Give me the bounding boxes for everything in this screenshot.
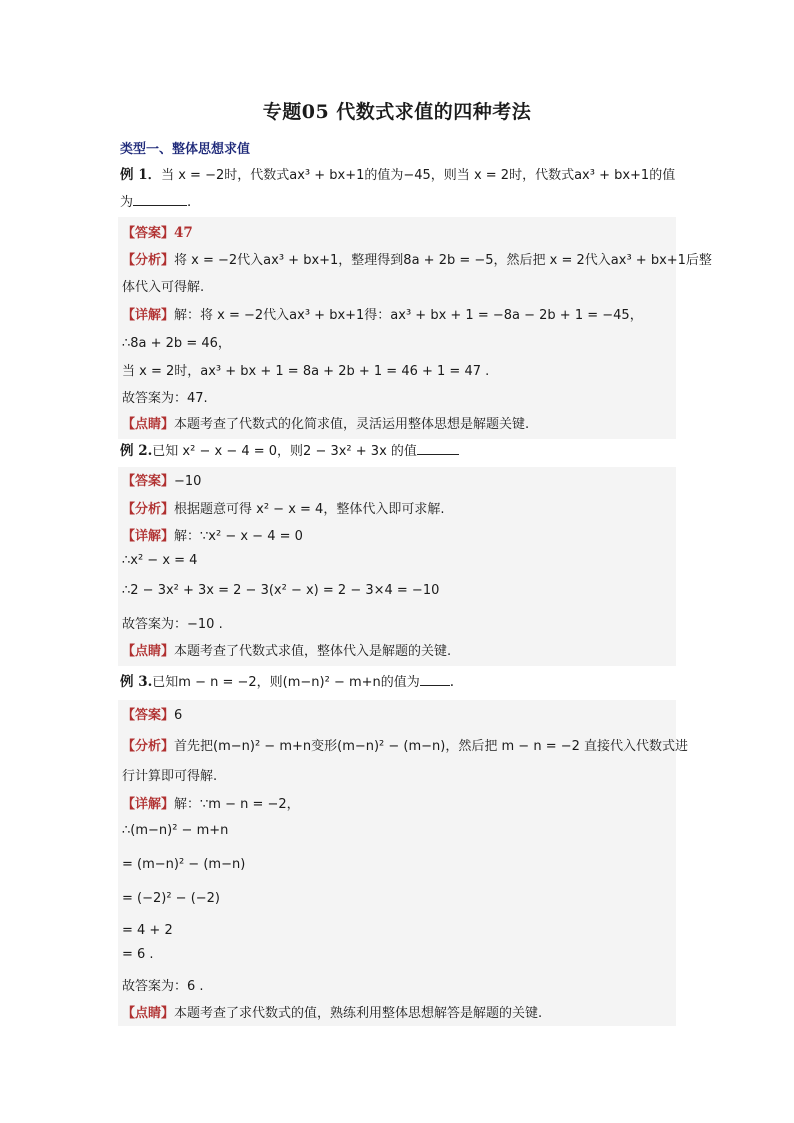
- example-3-detail: 【详解】解：∵m − n = −2，: [122, 797, 300, 812]
- example-3-detail-4: = (−2)² − (−2): [122, 891, 221, 906]
- example-1-analysis-2: 体代入可得解.: [122, 280, 205, 295]
- example-2-comment: 【点睛】本题考查了代数式求值，整体代入是解题的关键.: [122, 644, 452, 659]
- example-2-detail-4: 故答案为：−10 .: [122, 617, 223, 632]
- example-3-analysis: 【分析】首先把(m−n)² − m+n变形(m−n)² − (m−n)，然后把 m − n = −2 直接代入代数式进: [122, 739, 689, 754]
- example-1-label: 例 1．: [120, 167, 162, 183]
- example-2-answer: 【答案】−10: [122, 474, 202, 489]
- answer-blank: [420, 671, 450, 686]
- example-1-text: 当 x = −2时，代数式ax³ + bx+1的值为−45，则当 x = 2时，代数式ax³ + bx+1的值: [161, 168, 676, 183]
- answer-blank: [133, 191, 187, 206]
- example-2-question: 例 2.已知 x² − x − 4 = 0，则2 − 3x² + 3x 的值: [120, 438, 680, 465]
- example-3-detail-2: ∴(m−n)² − m+n: [122, 823, 229, 838]
- example-1-detail-3: 当 x = 2时，ax³ + bx + 1 = 8a + 2b + 1 = 46 + 1 = 47 .: [122, 364, 490, 379]
- example-2-detail-3: ∴2 − 3x² + 3x = 2 − 3(x² − x) = 2 − 3×4 = −10: [122, 583, 440, 598]
- example-1-tail: ．: [187, 194, 201, 210]
- answer-blank: [417, 440, 459, 455]
- example-1-text-2: 为: [120, 195, 134, 210]
- page-title: 专题05 代数式求值的四种考法: [262, 101, 532, 123]
- example-1-analysis: 【分析】将 x = −2代入ax³ + bx+1，整理得到8a + 2b = −5，然后把 x = 2代入ax³ + bx+1后整: [122, 253, 712, 268]
- example-2-label: 例 2.: [120, 443, 153, 459]
- example-3-detail-3: = (m−n)² − (m−n): [122, 857, 246, 872]
- example-3-comment: 【点睛】本题考查了求代数式的值，熟练利用整体思想解答是解题的关键.: [122, 1006, 543, 1021]
- example-1-detail: 【详解】解：将 x = −2代入ax³ + bx+1得：ax³ + bx + 1 = −8a − 2b + 1 = −45，: [122, 308, 643, 323]
- example-3-label: 例 3.: [120, 674, 153, 690]
- example-2-detail-2: ∴x² − x = 4: [122, 553, 198, 568]
- example-1-detail-2: ∴8a + 2b = 46，: [122, 336, 231, 351]
- example-3-question: 例 3.已知m − n = −2，则(m−n)² − m+n的值为 .: [120, 669, 680, 696]
- example-1-comment: 【点睛】本题考查了代数式的化简求值，灵活运用整体思想是解题关键.: [122, 417, 530, 432]
- example-1-answer: 【答案】47: [122, 225, 193, 241]
- example-2-detail: 【详解】解：∵x² − x − 4 = 0: [122, 529, 303, 544]
- example-3-detail-5: = 4 + 2: [122, 923, 173, 938]
- section-heading: 类型一、整体思想求值: [120, 142, 251, 157]
- example-1-detail-4: 故答案为：47.: [122, 391, 208, 406]
- example-3-detail-6: = 6 .: [122, 947, 154, 962]
- example-2-analysis: 【分析】根据题意可得 x² − x = 4，整体代入即可求解.: [122, 502, 445, 517]
- example-3-detail-7: 故答案为：6 .: [122, 979, 204, 994]
- example-3-answer: 【答案】6: [122, 708, 183, 723]
- example-3-analysis-2: 行计算即可得解.: [122, 769, 218, 784]
- example-1-question: [120, 162, 680, 216]
